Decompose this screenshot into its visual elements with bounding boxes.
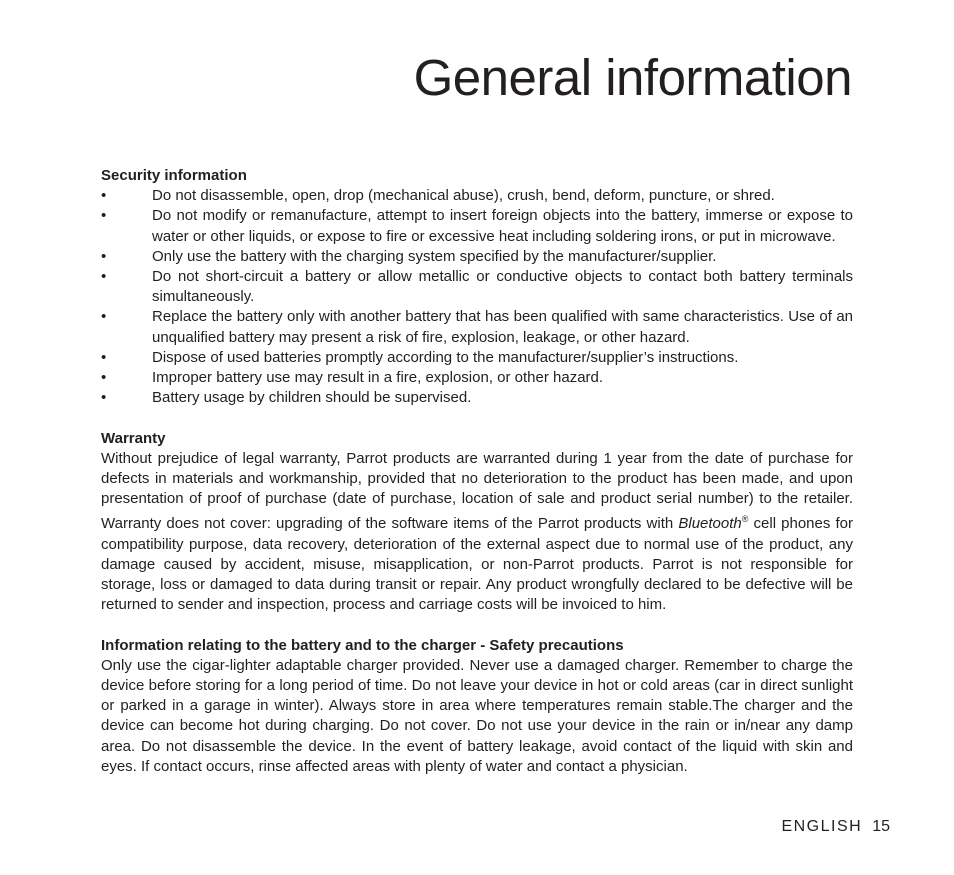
bluetooth-brand: Bluetooth <box>678 515 742 533</box>
list-item <box>101 368 853 388</box>
warranty-paragraph <box>101 449 853 616</box>
list-item-text: Dispose of used batteries promptly according to the manufacturer/supplier’s instructions. <box>152 348 739 366</box>
bullet: • <box>101 308 107 326</box>
bullet: • <box>101 369 107 387</box>
bullet: • <box>101 389 107 407</box>
list-item-text: Only use the battery with the charging system specified by the manufacturer/supplier. <box>152 247 717 265</box>
list-item-text: Replace the battery only with another battery that has been qualified with same characteristics. Use of an unqualified battery may present a risk of fire, explosion, leakage, or other hazard. <box>152 308 853 346</box>
section-spacer <box>101 615 853 635</box>
registered-mark: ® <box>741 514 749 525</box>
battery-heading: Information relating to the battery and to the charger - Safety precautions <box>101 636 624 654</box>
bullet: • <box>101 187 107 205</box>
security-list <box>101 186 853 408</box>
list-item-text: Improper battery use may result in a fire, explosion, or other hazard. <box>152 369 604 387</box>
footer-language: ENGLISH <box>781 818 863 835</box>
list-item-text: Do not disassemble, open, drop (mechanical abuse), crush, bend, deform, puncture, or shred. <box>152 187 775 205</box>
bullet: • <box>101 207 107 225</box>
list-item <box>101 206 853 246</box>
page-footer <box>781 818 890 836</box>
warranty-heading: Warranty <box>101 429 166 447</box>
list-item <box>101 348 853 368</box>
battery-paragraph: Only use the cigar-lighter adaptable charger provided. Never use a damaged charger. Remember to charge the device before storing for a long period of time. Do not leave your device in hot or cold areas (car in direct sunlight or parked in a garage in winter). Always store in area where temperatures remain stable.The charger and the device can become hot during charging. Do not cover. Do not use your device in the rain or in/near any damp area. Do not disassemble the device. In the event of battery leakage, avoid contact of the liquid with skin and eyes. If contact occurs, rinse affected areas with plenty of water and contact a physician. <box>101 656 853 775</box>
bullet: • <box>101 268 107 286</box>
list-item <box>101 247 853 267</box>
security-heading: Security information <box>101 167 247 184</box>
bullet: • <box>101 348 107 366</box>
list-item-text: Do not modify or remanufacture, attempt to insert foreign objects into the battery, immerse or expose to water or other liquids, or expose to fire or excessive heat including soldering irons, or put in microwave. <box>152 207 853 245</box>
list-item <box>101 307 853 347</box>
page-title: General information <box>413 49 852 106</box>
list-item <box>101 267 853 307</box>
list-item <box>101 186 853 206</box>
warranty-text-before: Without prejudice of legal warranty, Parrot products are warranted during 1 year from the date of purchase for defects in materials and workmanship, provided that no deterioration to the product has been made, and upon presentation of proof of purchase (date of purchase, location of sale and product serial number) to the retailer. Warranty does not cover: upgrading of the software items of the Parrot products with <box>101 449 853 533</box>
list-item-text: Battery usage by children should be supervised. <box>152 389 472 407</box>
list-item-text: Do not short-circuit a battery or allow metallic or conductive objects to contact both battery terminals simultaneously. <box>152 268 853 306</box>
main-content <box>101 166 853 777</box>
section-spacer <box>101 408 853 428</box>
list-item <box>101 388 853 408</box>
warranty-text-after: cell phones for compatibility purpose, data recovery, deterioration of the external aspect due to normal use of the product, any damage caused by accident, misuse, misapplication, or non-Parrot products. Parrot is not responsible for storage, loss or damaged to data during transit or repair. Any product wrongfully declared to be defective will be returned to sender and inspection, process and carriage costs will be invoiced to him. <box>101 515 854 614</box>
bullet: • <box>101 247 107 265</box>
page-number: 15 <box>872 818 890 835</box>
